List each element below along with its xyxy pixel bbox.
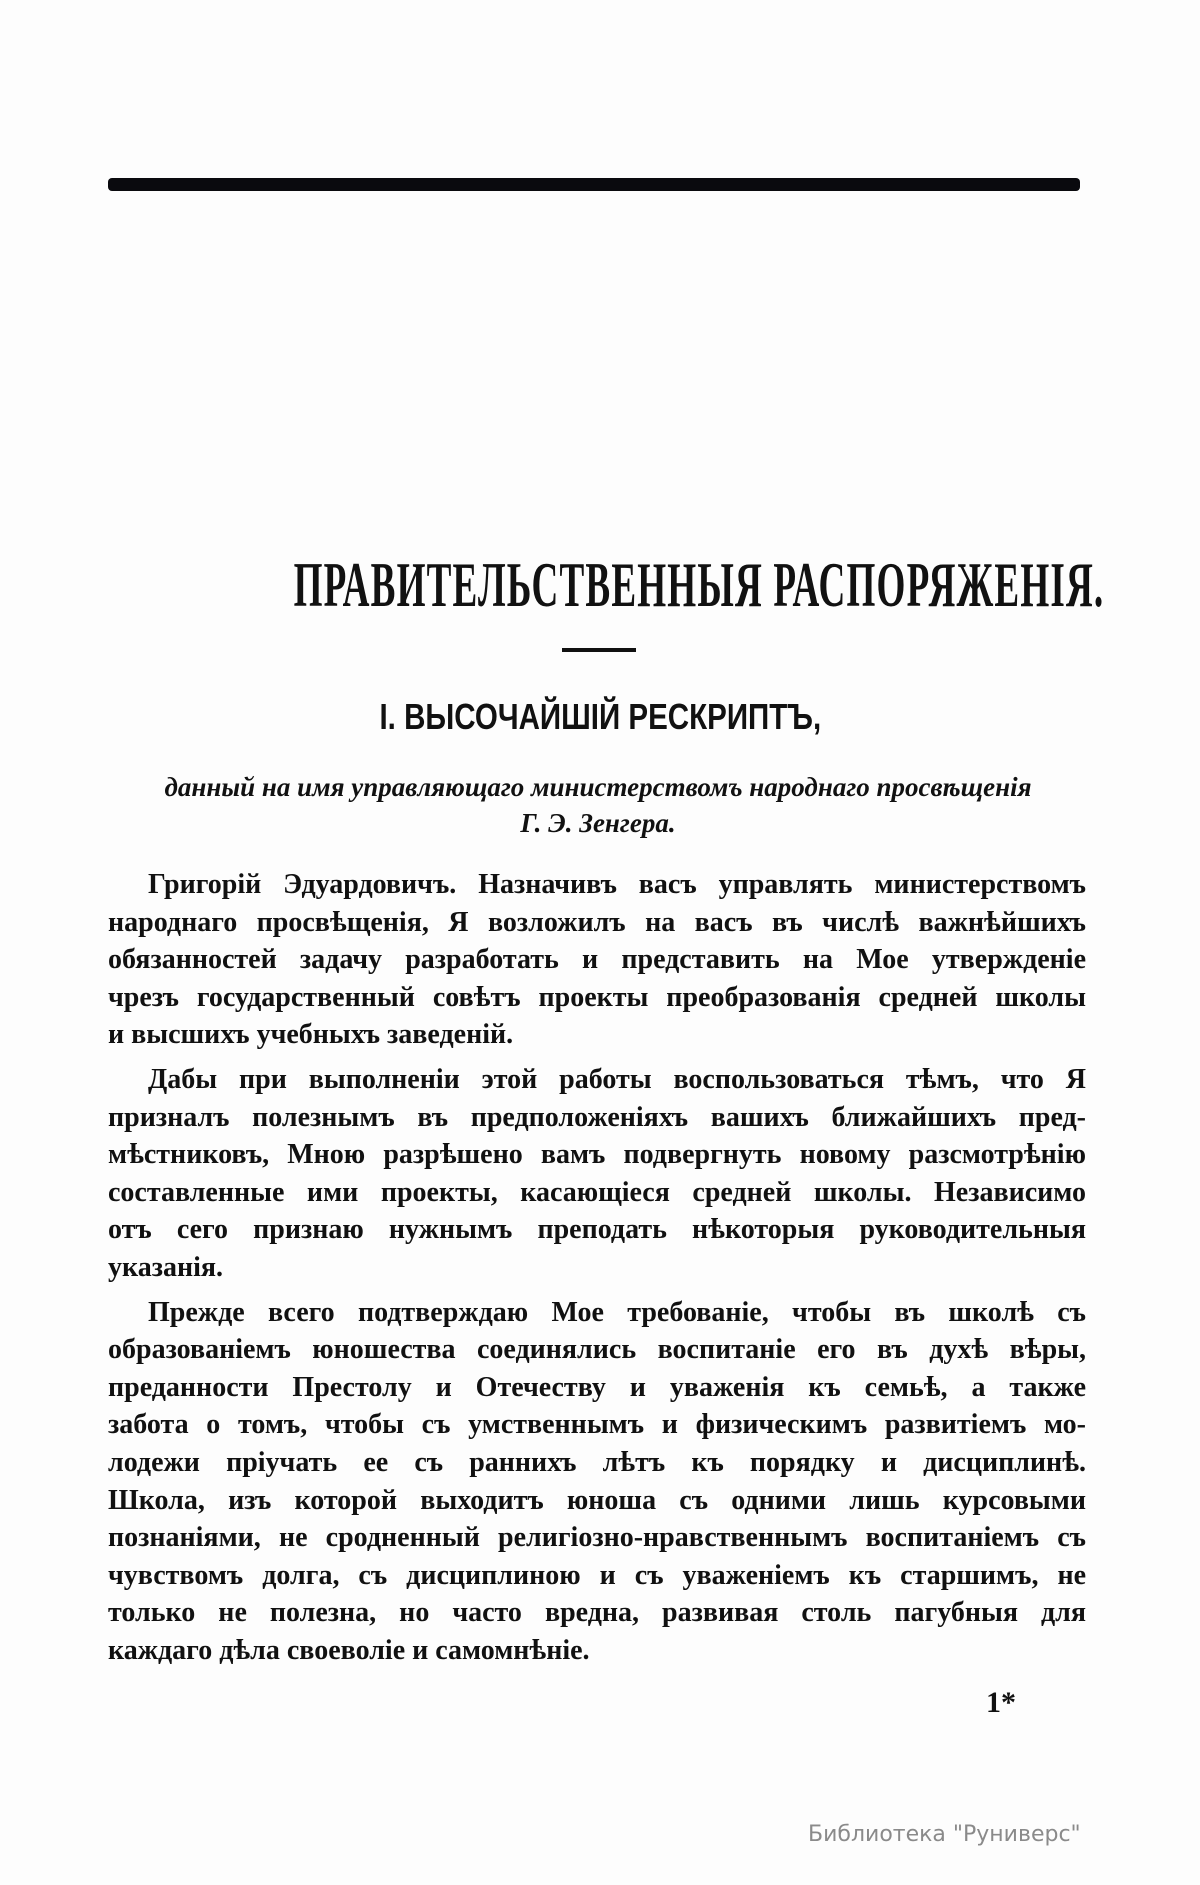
text-line: народнаго просвѣщенія, Я возложилъ на васъ въ числѣ важнѣйшихъ <box>108 906 1086 938</box>
page-number: 1* <box>986 1686 1016 1719</box>
page-title <box>0 548 1200 622</box>
document-body <box>108 866 1086 1676</box>
text-line: познаніями, не сродненный религіозно-нравственнымъ воспитаніемъ съ <box>108 1522 1086 1554</box>
text-line: мѣстниковъ, Мною разрѣшено вамъ подвергнуть новому разсмотрѣнію <box>108 1139 1086 1171</box>
text-line: обязанностей задачу разработать и представить на Мое утвержденіе <box>108 944 1086 976</box>
title-divider <box>562 648 636 652</box>
subtitle-line: данный на имя управляющаго министерствомъ народнаго просвѣщенія <box>164 772 1032 802</box>
library-watermark: Библиотека "Руниверс" <box>808 1822 1081 1847</box>
page-title-text: ПРАВИТЕЛЬСТВЕННЫЯ РАСПОРЯЖЕНІЯ. <box>293 549 1105 620</box>
text-line: чувствомъ долга, съ дисциплиною и съ уваженіемъ къ старшимъ, не <box>108 1559 1086 1591</box>
text-line: образованіемъ юношества соединялись воспитаніе его въ духѣ вѣры, <box>108 1334 1086 1366</box>
subtitle-line: Г. Э. Зенгера. <box>520 808 676 838</box>
text-line: каждаго дѣла своеволіе и самомнѣніе. <box>108 1634 590 1666</box>
text-line: Школа, изъ которой выходитъ юноша съ одними лишь курсовыми <box>108 1484 1086 1516</box>
text-line: Григорій Эдуардовичъ. Назначивъ васъ управлять министерствомъ <box>148 869 1086 900</box>
text-line: преданности Престолу и Отечеству и уваженія къ семьѣ, а также <box>108 1371 1086 1403</box>
paragraph <box>108 866 1086 1054</box>
text-line: забота о томъ, чтобы съ умственнымъ и физическимъ развитіемъ мо- <box>108 1409 1086 1441</box>
text-line: призналъ полезнымъ въ предположеніяхъ вашихъ ближайшихъ пред- <box>108 1101 1086 1133</box>
text-line: составленные ими проекты, касающіеся средней школы. Независимо <box>108 1176 1086 1208</box>
paragraph <box>108 1061 1086 1287</box>
text-line: чрезъ государственный совѣтъ проекты преобразованія средней школы <box>108 981 1086 1013</box>
top-rule <box>108 178 1080 191</box>
section-heading-text: I. ВЫСОЧАЙШІЙ РЕСКРИПТЪ, <box>379 696 821 737</box>
text-line: и высшихъ учебныхъ заведеній. <box>108 1019 514 1051</box>
text-line: Прежде всего подтверждаю Мое требованіе, чтобы въ школѣ съ <box>148 1296 1086 1328</box>
text-line: отъ сего признаю нужнымъ преподать нѣкоторыя руководительныя <box>108 1214 1086 1246</box>
text-line: только не полезна, но часто вредна, развивая столь пагубныя для <box>108 1597 1086 1629</box>
paragraph <box>108 1294 1086 1670</box>
text-line: указанія. <box>108 1251 224 1283</box>
section-heading <box>0 696 1200 738</box>
text-line: Дабы при выполненіи этой работы воспользоваться тѣмъ, что Я <box>148 1063 1086 1095</box>
text-line: лодежи пріучать ее съ раннихъ лѣтъ къ порядку и дисциплинѣ. <box>108 1446 1086 1478</box>
